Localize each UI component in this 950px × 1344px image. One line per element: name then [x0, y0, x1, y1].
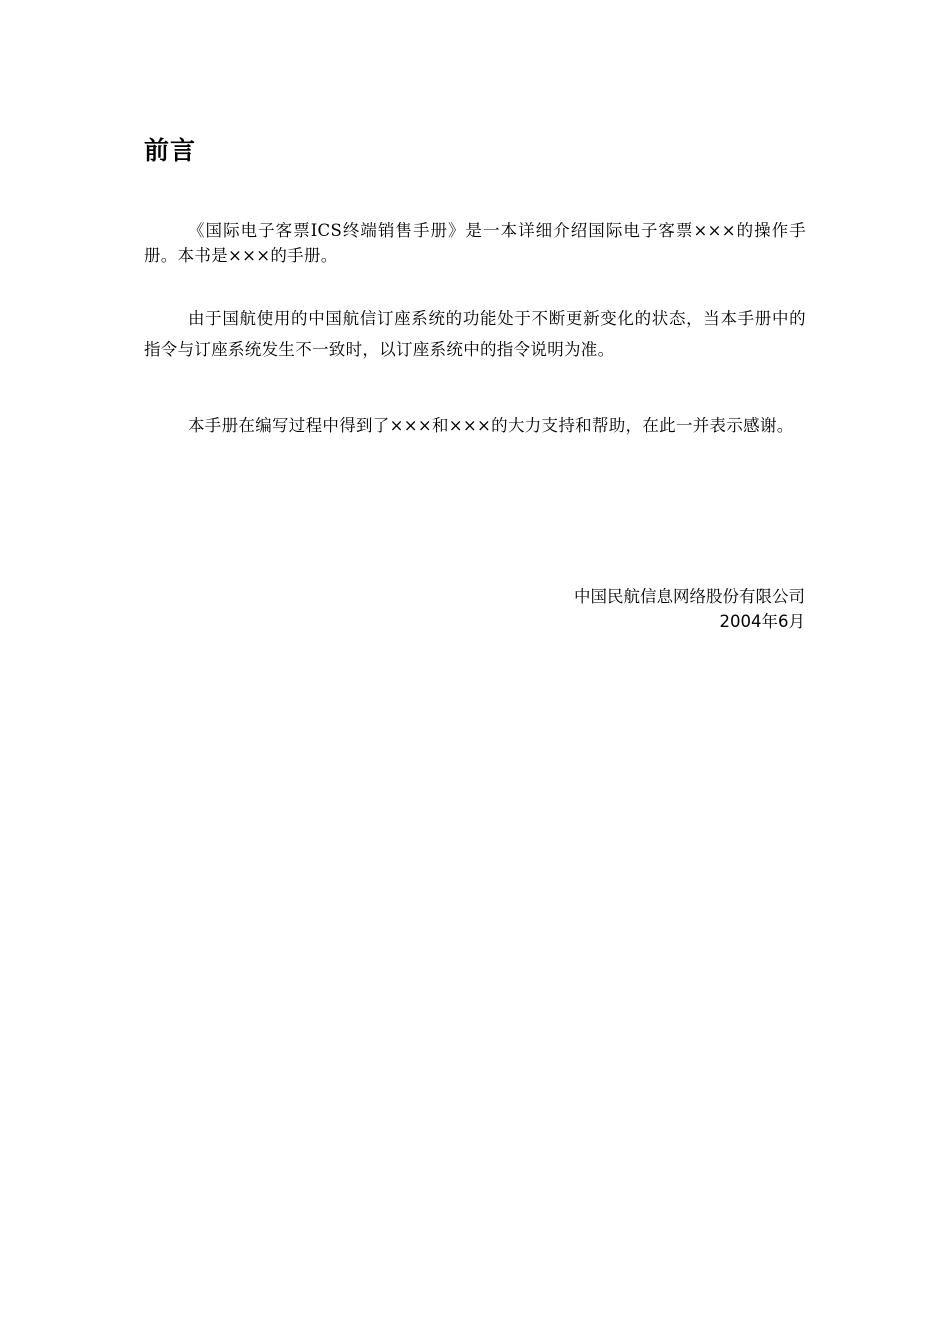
signature-organization: 中国民航信息网络股份有限公司 — [574, 587, 805, 606]
preface-paragraph-system-note: 由于国航使用的中国航信订座系统的功能处于不断更新变化的状态，当本手册中的指令与订座系统发生不一致时，以订座系统中的指令说明为准。 — [144, 309, 806, 359]
page-title: 前言 — [144, 136, 197, 165]
signature-block — [574, 584, 805, 634]
preface-paragraph-thanks: 本手册在编写过程中得到了×××和×××的大力支持和帮助，在此一并表示感谢。 — [188, 416, 794, 435]
preface-paragraph-intro: 《国际电子客票ICS终端销售手册》是一本详细介绍国际电子客票×××的操作手册。本书是×××的手册。 — [144, 221, 806, 265]
signature-date: 2004年6月 — [719, 612, 805, 631]
